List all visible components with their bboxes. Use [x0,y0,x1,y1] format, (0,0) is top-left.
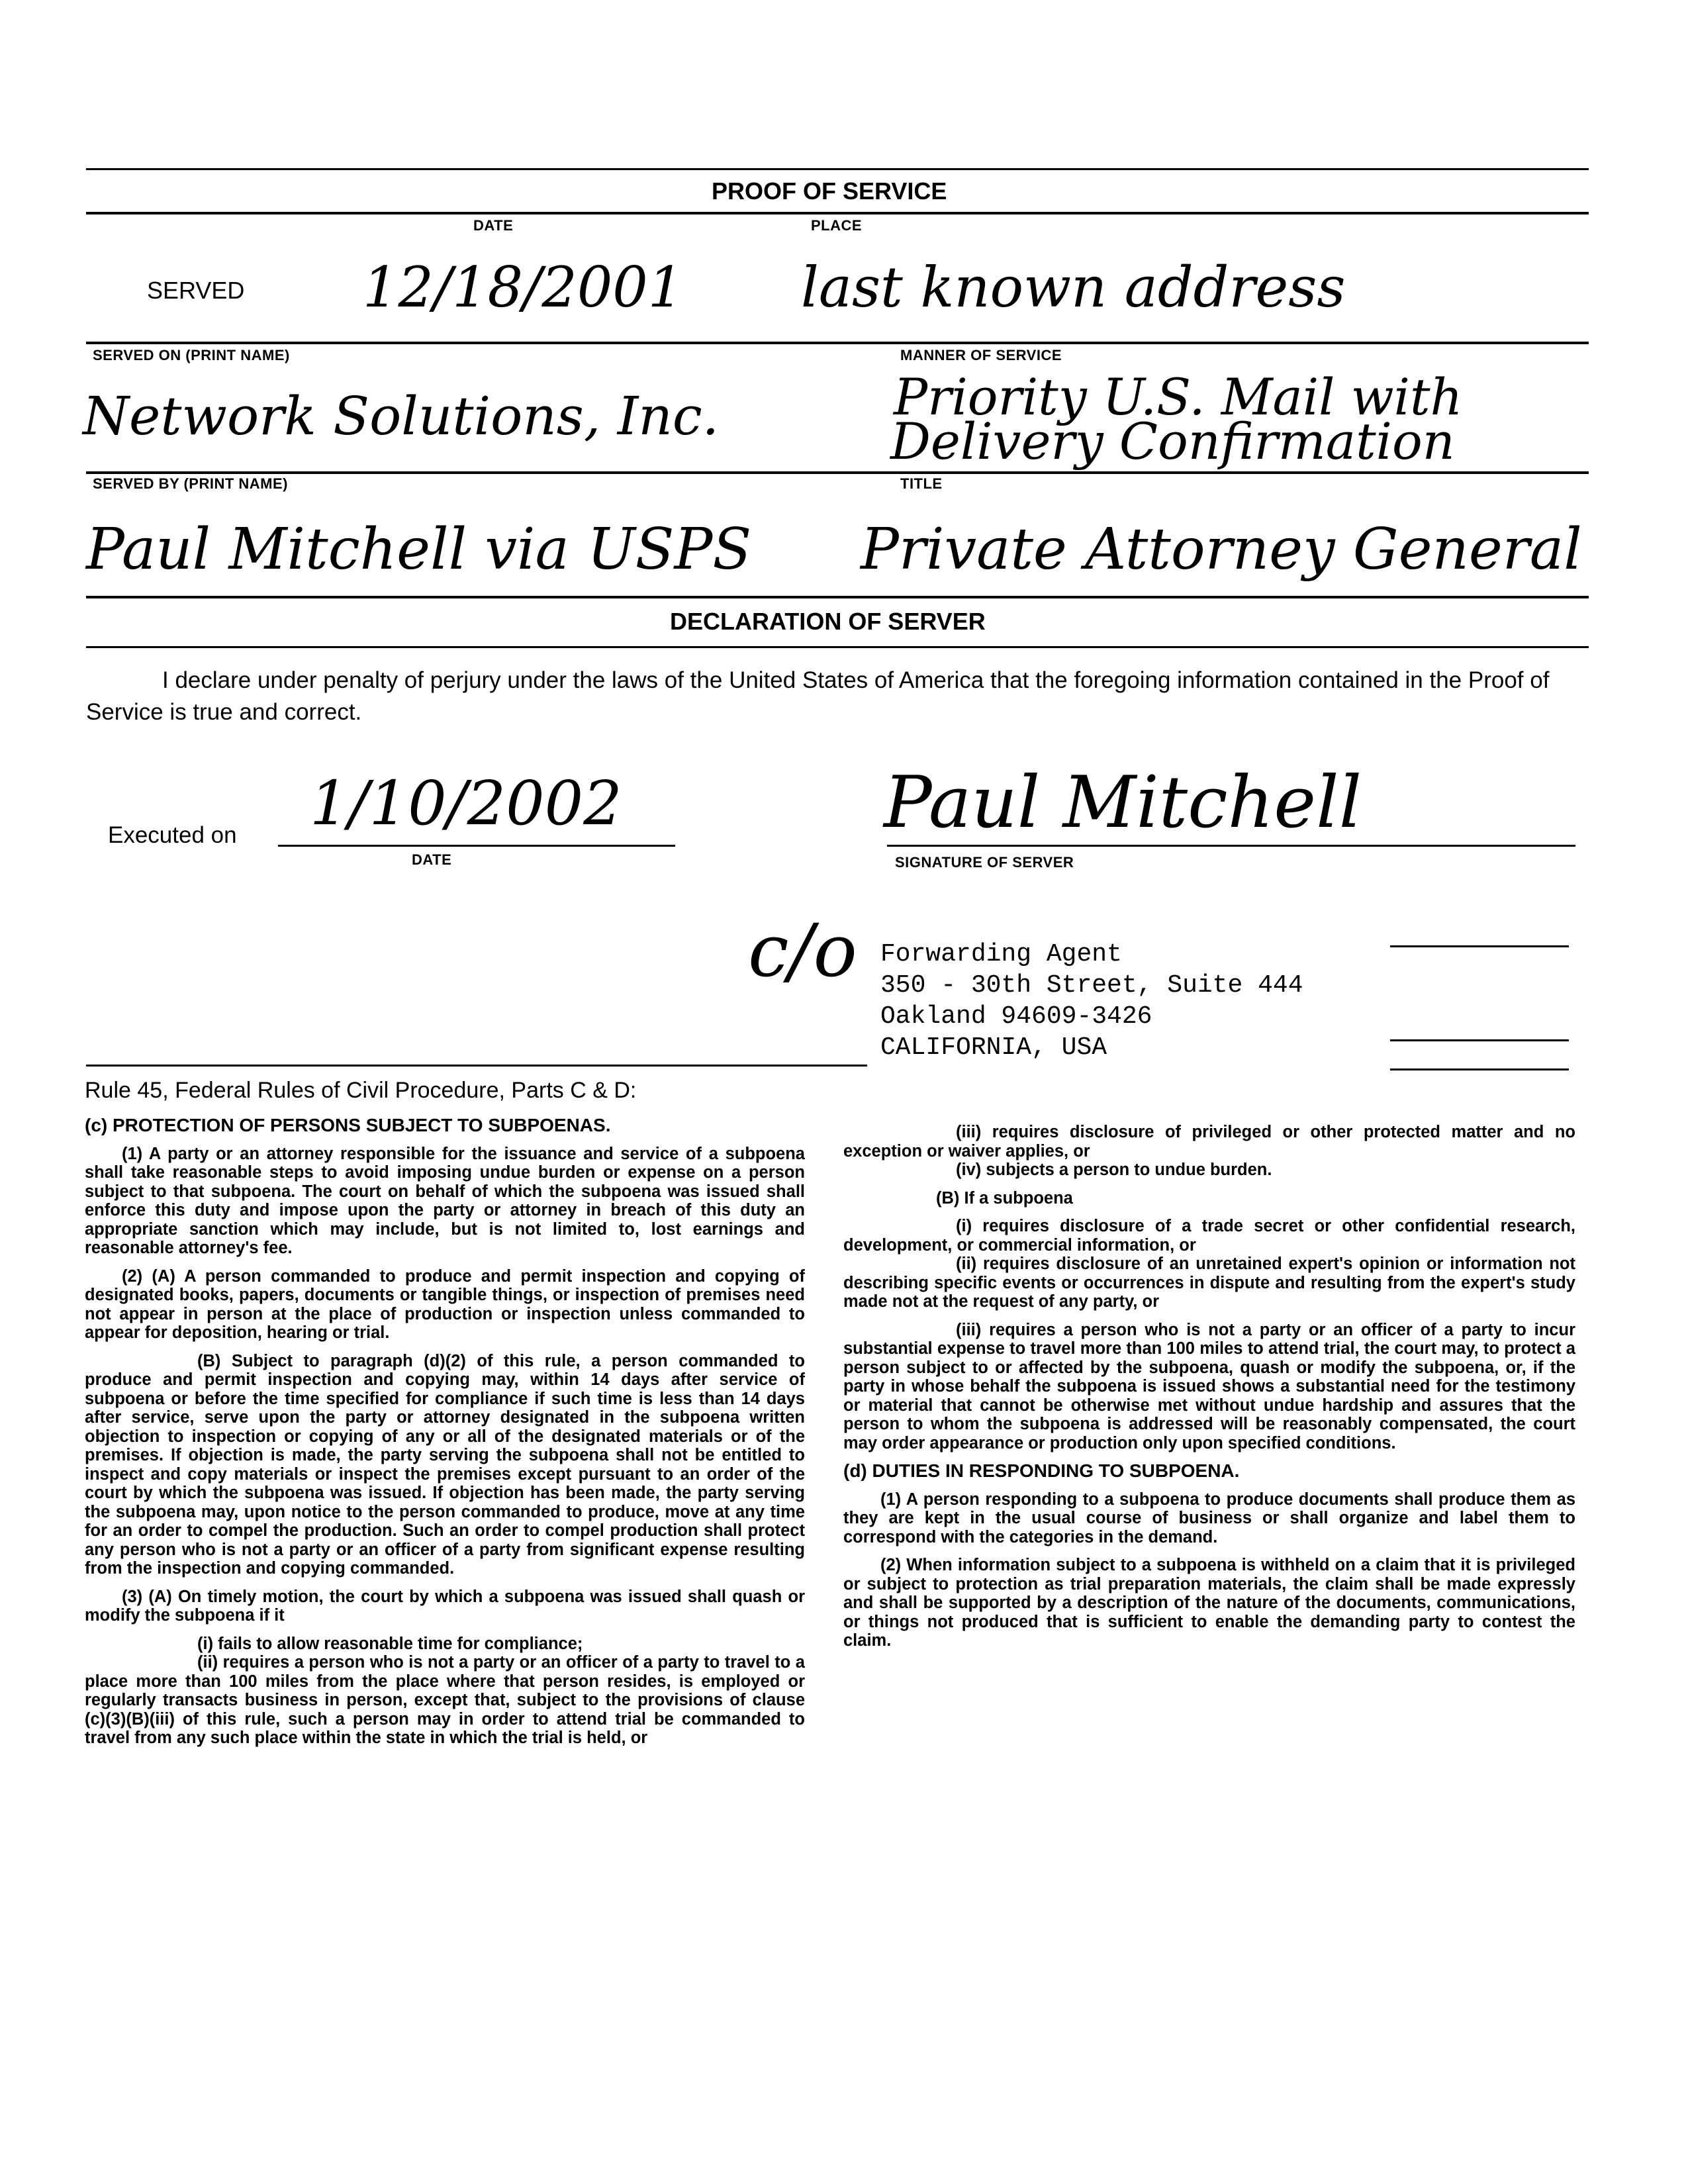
signature-label: SIGNATURE OF SERVER [895,854,1074,871]
address-rule-3 [1390,1068,1569,1070]
proof-of-service-title: PROOF OF SERVICE [712,177,947,205]
para-c2b: (B) Subject to paragraph (d)(2) of this rule, a person commanded to produce and permit inspection and copying may, within 14 days after service of subpoena or before the time specified for compliance if such time is less than 14 days after service, serve upon the party or attorney designated in the subpoena written objection to inspection or copying of any or all of the designated materials or of the premises. If objection is made, the party serving the subpoena shall not be entitled to inspect and copy materials or inspect the premises except pursuant to an order of the court by which the subpoena was issued. If objection has been made, the party serving the subpoena may, upon notice to the person commanded to produce, move at any time for an order to compel the production. Such an order to compel production shall protect any person who is not a party or an officer of a party from significant expense resulting from the inspection and copying commanded. [85,1351,805,1578]
address-rule-left [86,1065,867,1067]
executed-date-label: DATE [412,851,452,868]
manner-line-1: Priority U.S. Mail with [894,367,1463,426]
address-block [880,939,1303,1063]
declaration-statement: I declare under penalty of perjury under the laws of the United States of America that the foregoing information contained in the Proof of Service is true and correct. [86,667,1550,725]
para-c3b-iii: (iii) requires a person who is not a party or an officer of a party to incur substantial expense to travel more than 100 miles to attend trial, the court may, to protect a person subject to or affected by the subpoena, quash or modify the subpoena, or, if the party in whose behalf the subpoena is issued shows a substantial need for the testimony or material that cannot be otherwise met without undue hardship and assures that the person to whom the subpoena is addressed will be reasonably compensated, the court may order appearance or production only upon specified conditions. [843,1320,1575,1452]
para-c3b-ii: (ii) requires disclosure of an unretained expert's opinion or information not describing specific events or occurrences in dispute and resulting from the expert's study made not at the request of any party, or [843,1255,1575,1311]
declaration-title: DECLARATION OF SERVER [670,608,986,635]
server-signature: Paul Mitchell [884,761,1362,844]
declaration-text [86,665,1575,728]
title-rule [86,212,1589,214]
top-rule [86,168,1589,170]
para-c3a-i: (i) fails to allow reasonable time for compliance; [197,1634,583,1653]
executed-on-label: Executed on [108,822,237,848]
section-d-heading: (d) DUTIES IN RESPONDING TO SUBPOENA. [843,1460,1240,1481]
served-on-name: Network Solutions, Inc. [83,385,720,447]
served-on-label: SERVED ON (PRINT NAME) [93,347,290,363]
served-rule [86,342,1589,344]
para-c3a-iii: (iii) requires disclosure of privileged or other protected matter and no exception or waiver applies, or [843,1123,1575,1161]
section-c-heading: (c) PROTECTION OF PERSONS SUBJECT TO SUBPOENAS. [85,1115,611,1135]
server-title: Private Attorney General [861,516,1582,583]
para-c3b: (B) If a subpoena [936,1188,1073,1208]
served-by-label: SERVED BY (PRINT NAME) [93,475,289,492]
manner-of-service-label: MANNER OF SERVICE [900,347,1062,363]
signature-rule [887,845,1575,847]
address-line-1: Forwarding Agent [880,940,1122,969]
rule45-heading: Rule 45, Federal Rules of Civil Procedure, Parts C & D: [85,1078,637,1103]
executed-date-rule [278,845,675,847]
served-date: 12/18/2001 [363,255,684,320]
care-of-mark: c/o [748,908,857,993]
executed-date: 1/10/2002 [310,768,622,839]
title-label: TITLE [900,475,943,492]
served-place: last known address [801,255,1346,320]
para-c2a: (2) (A) A person commanded to produce and permit inspection and copying of designated books, papers, documents or tangible things, or inspection of premises need not appear in person at the place of production or inspection unless commanded to appear for deposition, hearing or trial. [85,1266,805,1342]
rule45-left-column [85,1116,805,1757]
served-on-rule [86,471,1589,474]
address-line-3: Oakland 94609-3426 [880,1002,1152,1031]
manner-line-2: Delivery Confirmation [890,412,1455,471]
address-rule-1 [1390,945,1569,947]
address-line-4: CALIFORNIA, USA [880,1033,1107,1062]
para-d1: (1) A person responding to a subpoena to produce documents shall produce them as they are kept in the usual course of business or shall organize and label them to correspond with the categories in the demand. [843,1490,1575,1546]
para-d2: (2) When information subject to a subpoena is withheld on a claim that it is privileged or subject to protection as trial preparation materials, the claim shall be made expressly and shall be supported by a description of the nature of the documents, communications, or things not produced that is sufficient to enable the demanding party to contest the claim. [843,1556,1575,1650]
rule45-right-column [843,1123,1575,1660]
date-label: DATE [473,217,514,234]
para-c3a-iv: (iv) subjects a person to undue burden. [956,1161,1272,1179]
declaration-rule [86,646,1589,648]
para-c3a-ii: (ii) requires a person who is not a party or an officer of a party to travel to a place more than 100 miles from the place where that person resides, is employed or regularly transacts business in person, except that, subject to the provisions of clause (c)(3)(B)(iii) of this rule, such a person may in order to attend trial be commanded to travel from any such place within the state in which the trial is held, or [85,1653,805,1747]
address-line-2: 350 - 30th Street, Suite 444 [880,971,1303,1000]
para-c3a: (3) (A) On timely motion, the court by which a subpoena was issued shall quash or modify the subpoena if it [85,1587,805,1625]
served-by-rule [86,596,1589,598]
para-c1: (1) A party or an attorney responsible for the issuance and service of a subpoena shall take reasonable steps to avoid imposing undue burden or expense on a person subject to that subpoena. The court on behalf of which the subpoena was issued shall enforce this duty and impose upon the party or attorney in breach of this duty an appropriate sanction which may include, but is not limited to, lost earnings and reasonable attorney's fee. [85,1144,805,1257]
para-c3b-i: (i) requires disclosure of a trade secret or other confidential research, development, or commercial information, or [843,1217,1575,1255]
address-rule-2 [1390,1039,1569,1041]
served-label: SERVED [147,277,245,304]
place-label: PLACE [811,217,863,234]
served-by-name: Paul Mitchell via USPS [86,516,752,583]
